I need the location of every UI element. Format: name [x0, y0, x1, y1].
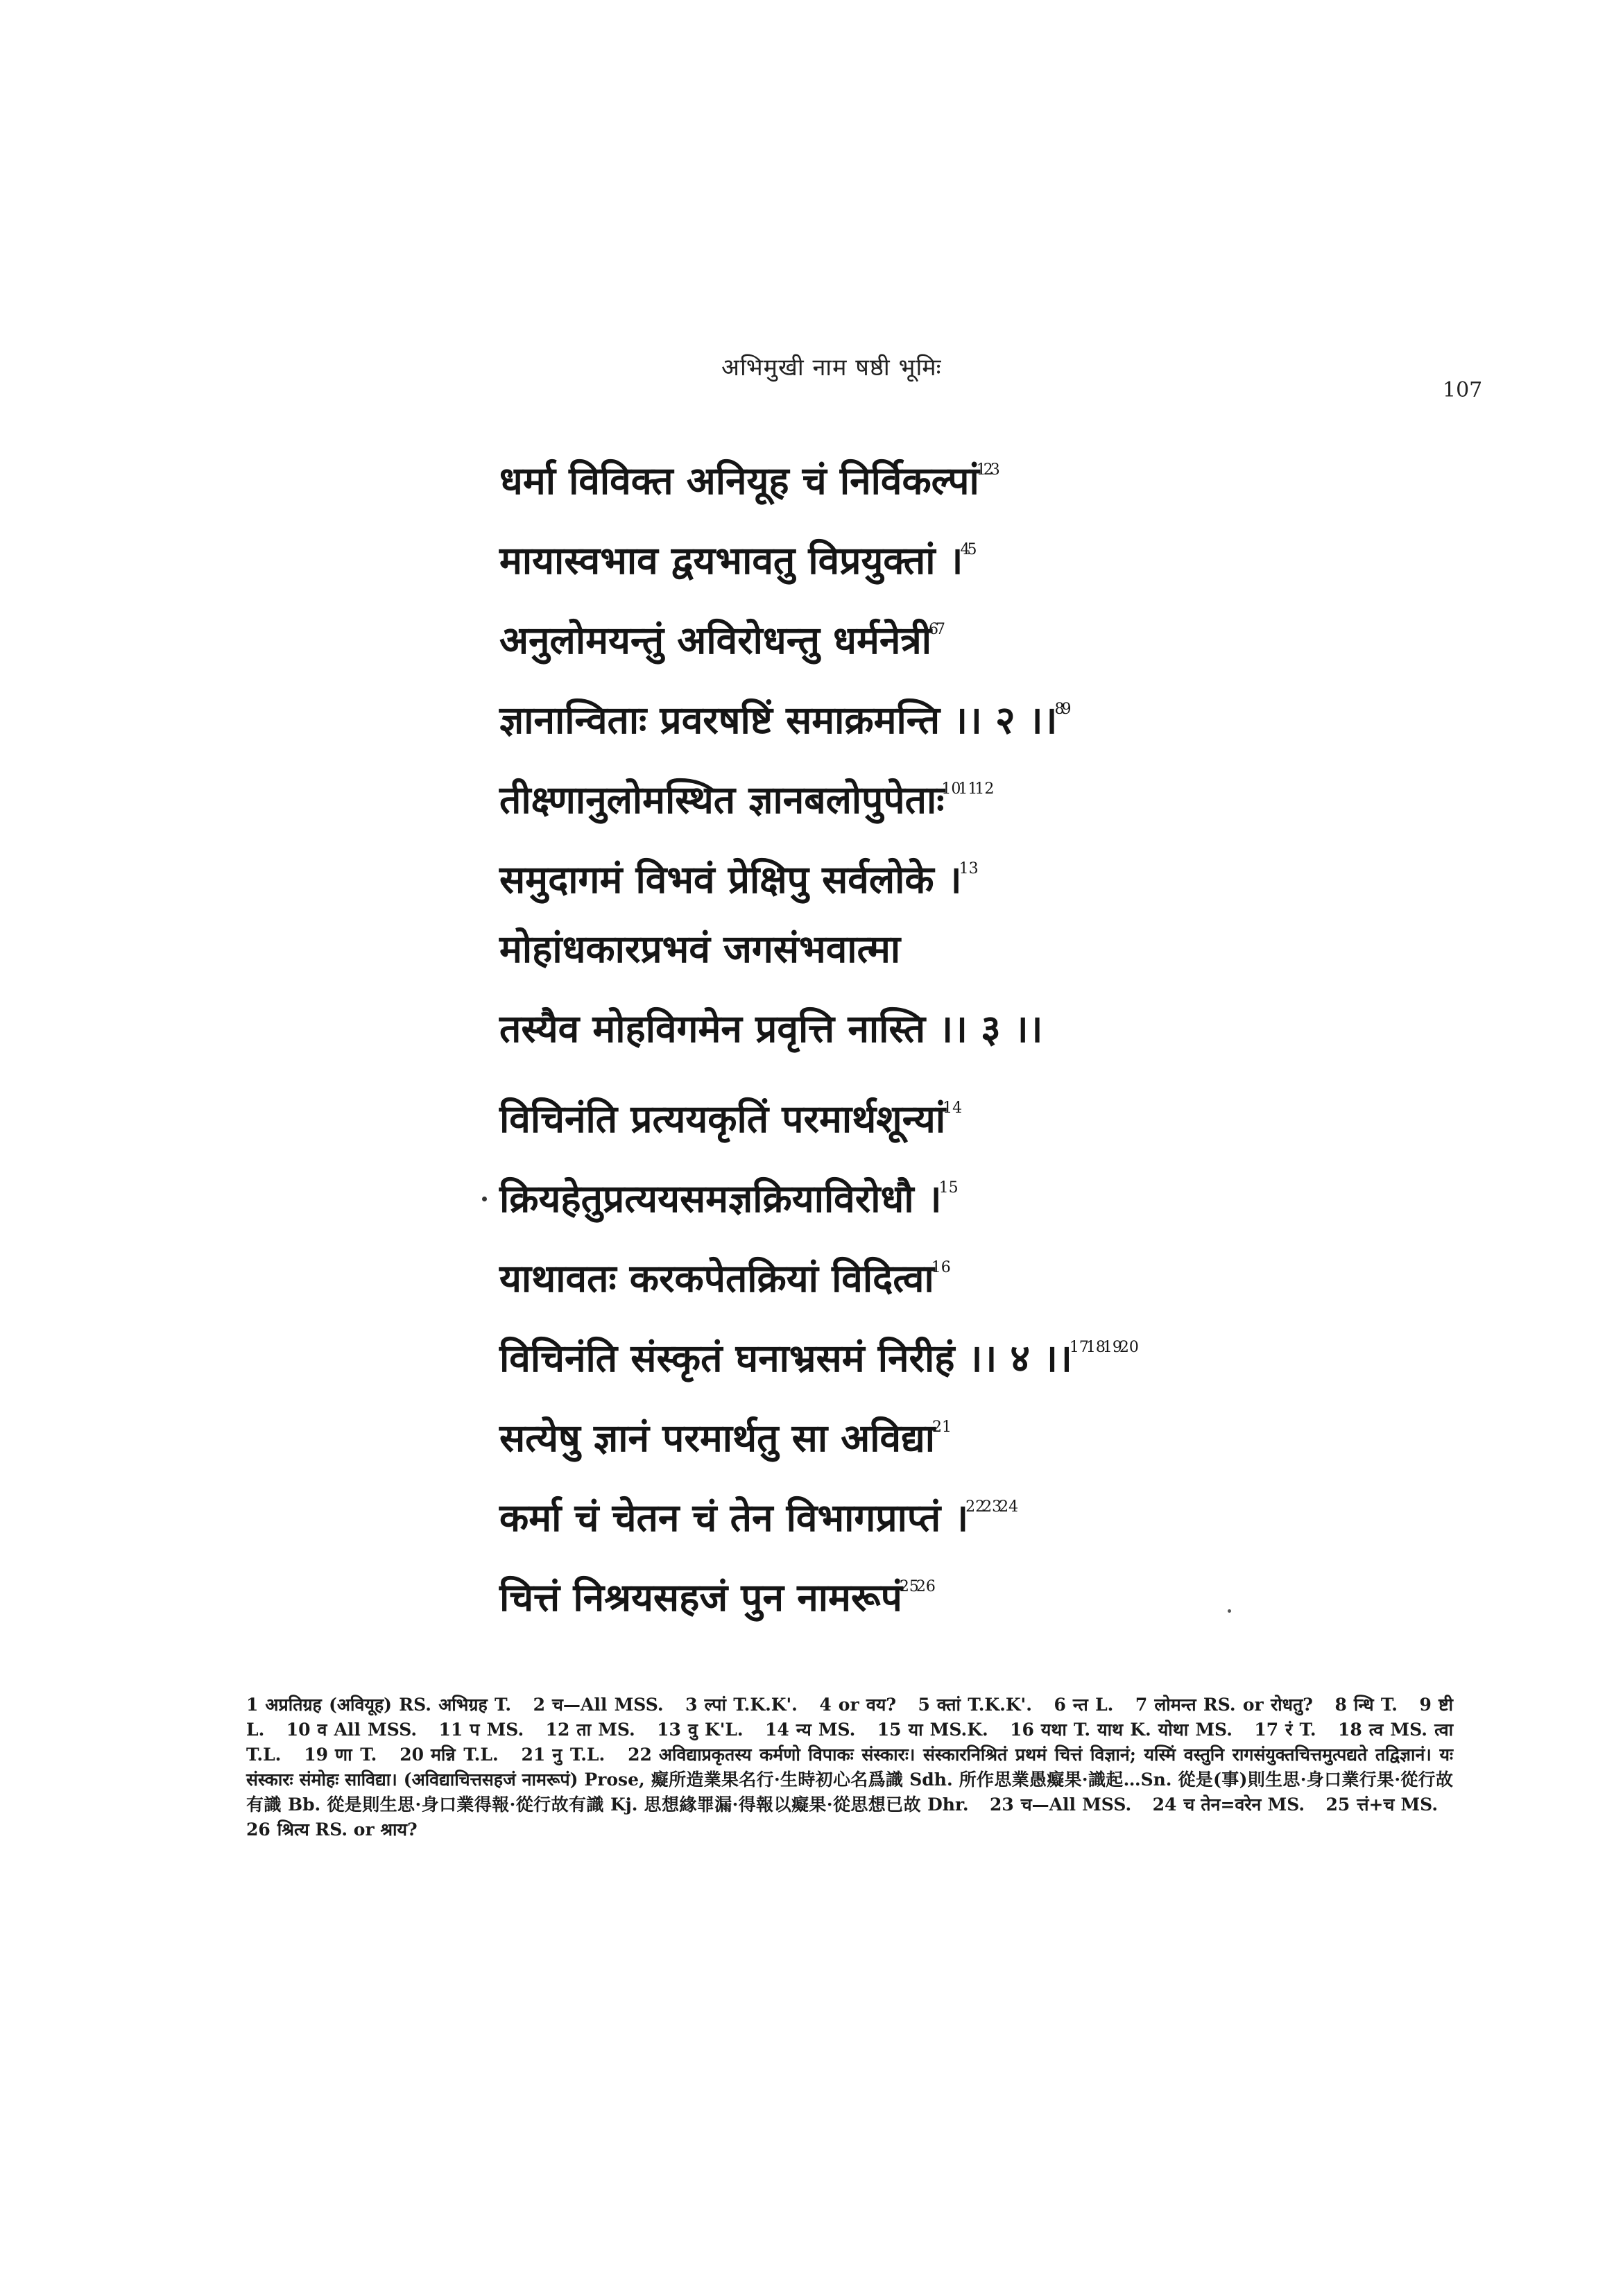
verse-line — [499, 1068, 1401, 1148]
footnote-text: च—All MSS. — [552, 1695, 664, 1715]
footnote — [246, 1819, 418, 1840]
verse-text: क्रियहेतुप्रत्ययसमज्ञक्रियाविरोधौ । — [499, 1176, 942, 1221]
footnote-number: 12 — [545, 1720, 570, 1740]
footnote-number: 22 — [628, 1745, 652, 1765]
footnote-text: प MS. — [470, 1720, 524, 1740]
footnote — [1010, 1720, 1233, 1740]
footnote-text: त्तं+च MS. — [1357, 1794, 1439, 1815]
footnote-ref: 8 — [1054, 701, 1065, 718]
footnote-text: यथा T. याथ K. योथा MS. — [1040, 1720, 1233, 1740]
footnote-text: णा T. — [335, 1745, 377, 1765]
footnote — [522, 1745, 606, 1765]
footnote — [990, 1794, 1131, 1815]
footnote-number: 5 — [918, 1695, 930, 1715]
footnote-ref: 23 — [982, 1498, 1002, 1516]
footnote — [685, 1695, 798, 1715]
footnote-number: 19 — [304, 1745, 329, 1765]
verse-line — [499, 510, 1401, 590]
footnote-text: ल्पां T.K.K'. — [704, 1695, 798, 1715]
verse-text: याथावतः करकपेतक्रियां विदित्वा — [499, 1256, 934, 1301]
footnote-ref: 22 — [965, 1498, 986, 1516]
footnote-text: न्य MS. — [796, 1720, 856, 1740]
verse-line — [499, 1467, 1401, 1547]
footnote — [546, 1720, 635, 1740]
footnote-number: 24 — [1152, 1794, 1177, 1815]
footnote-text: रं T. — [1285, 1720, 1316, 1740]
verse-line — [499, 829, 1401, 909]
footnote-ref: 21 — [931, 1419, 952, 1436]
verse-line — [499, 1148, 1401, 1228]
footnote — [1334, 1695, 1398, 1715]
footnote-number: 13 — [657, 1720, 681, 1740]
footnote-ref: 3 — [990, 461, 1000, 479]
footnote-number: 15 — [877, 1720, 902, 1740]
footnote-ref: 14 — [943, 1099, 963, 1117]
footnote-number: 10 — [286, 1720, 311, 1740]
footnote-number: 20 — [400, 1745, 424, 1765]
footnote — [1054, 1695, 1113, 1715]
footnote-text: ता MS. — [576, 1720, 635, 1740]
footnote-number: 4 — [819, 1695, 832, 1715]
verse-line — [499, 1547, 1401, 1627]
footnote — [1254, 1720, 1316, 1740]
footnote-text: नु T.L. — [552, 1745, 606, 1765]
verse-text: ज्ञानान्विताः प्रवरषष्टिं समाक्रमन्ति ।। २ ।। — [499, 697, 1058, 742]
footnote-ref: 10 — [941, 780, 961, 798]
verse-line — [499, 988, 1401, 1068]
footnote-number: 2 — [533, 1695, 546, 1715]
footnote-text: अविद्याप्रकृतस्य कर्मणो विपाकः संस्कारः। संस्कारनिश्रितं प्रथमं चित्तं विज्ञानं; यस्मिं वस्तुनि रागसंयुक्तचित्तमुत्पद्यते तद्विज्ञानं। यः संस्कारः संमोहः साविद्या। (अविद्याचित्तसहजं नामरूपं) Prose, 癡所造業果名行·生時初心名爲識 Sdh. 所作思業愚癡果·識起…Sn. 從是(事)則生思·身口業行果·從行故有識 Bb. 從是則生思·身口業得報·從行故有識 Kj. 思想緣罪漏·得報以癡果·從思想已故 Dhr. — [246, 1745, 1454, 1815]
footnote-ref: 26 — [916, 1578, 936, 1595]
footnote-number: 8 — [1334, 1695, 1347, 1715]
footnote — [246, 1695, 511, 1715]
footnote-ref: 12 — [974, 780, 995, 798]
footnote-number: 21 — [521, 1745, 546, 1765]
footnote-text: or वय? — [838, 1695, 896, 1715]
footnote — [918, 1695, 1032, 1715]
verse-text: तीक्ष्णानुलोमस्थित ज्ञानबलोपुपेताः — [499, 777, 945, 822]
footnote-ref: 11 — [958, 780, 978, 798]
footnote — [877, 1720, 988, 1740]
verse-text: विचिनंति प्रत्ययकृतिं परमार्थशून्यां — [499, 1096, 946, 1141]
footnote-number: 3 — [685, 1695, 698, 1715]
footnote-ref: 20 — [1119, 1339, 1139, 1356]
footnote-text: क्तां T.K.K'. — [936, 1695, 1032, 1715]
verse-block — [499, 430, 1401, 1627]
verse-line — [499, 1387, 1401, 1467]
footnote — [1135, 1695, 1313, 1715]
footnote — [1325, 1794, 1438, 1815]
footnote-ref: 7 — [936, 621, 946, 638]
verse-line — [499, 1308, 1401, 1387]
footnote-ref: 4 — [960, 541, 970, 558]
footnote-text: न्त L. — [1072, 1695, 1114, 1715]
verse-text: विचिनंति संस्कृतं घनाभ्रसमं निरीहं ।। ४ ।। — [499, 1335, 1072, 1380]
footnote-number: 6 — [1054, 1695, 1066, 1715]
verse-line — [499, 590, 1401, 669]
footnote-number: 18 — [1337, 1720, 1362, 1740]
footnote-text: त्व MS. त्वा T.L. — [246, 1720, 1454, 1765]
footnote-number: 1 — [246, 1695, 259, 1715]
page-number: 107 — [1443, 378, 1483, 402]
footnote-ref: 18 — [1085, 1339, 1106, 1356]
footnote-ref: 5 — [967, 541, 977, 558]
footnote-ref: 16 — [931, 1259, 951, 1276]
footnote-text: च तेन=वरेन MS. — [1183, 1794, 1305, 1815]
footnote-ref: 1 — [976, 461, 986, 479]
footnote-text: च—All MSS. — [1020, 1794, 1132, 1815]
footnote-ref: 2 — [983, 461, 993, 479]
verse-text: चित्तं निश्रयसहजं पुन नामरूपं — [499, 1575, 902, 1620]
footnote-ref: 17 — [1069, 1339, 1089, 1356]
footnote-ref: 15 — [938, 1179, 959, 1197]
verse-text: समुदागमं विभवं प्रेक्षिपु सर्वलोके । — [499, 857, 962, 902]
verse-line — [499, 909, 1401, 988]
footnote-text: व All MSS. — [317, 1720, 418, 1740]
footnote-text: या MS.K. — [908, 1720, 988, 1740]
footnote — [438, 1720, 524, 1740]
footnote-number: 11 — [438, 1720, 463, 1740]
footnote — [304, 1745, 377, 1765]
verse-text: तस्यैव मोहविगमेन प्रवृत्ति नास्ति ।। ३ ।। — [499, 1006, 1043, 1051]
verse-text: अनुलोमयन्तुं अविरोधन्तु धर्मनेत्री — [499, 617, 932, 662]
footnote-ref: 24 — [999, 1498, 1019, 1516]
verse-line — [499, 430, 1401, 510]
footnote-number: 25 — [1325, 1794, 1350, 1815]
footnote — [286, 1720, 417, 1740]
verse-text: सत्येषु ज्ञानं परमार्थतु सा अविद्या — [499, 1415, 935, 1460]
footnote — [819, 1695, 896, 1715]
verse-text: मोहांधकारप्रभवं जगसंभवात्मा — [499, 926, 901, 971]
verse-text: मायास्वभाव द्वयभावतु विप्रयुक्तां । — [499, 538, 963, 583]
footnote-text: ष्टी L. — [246, 1695, 1454, 1740]
footnote-number: 14 — [765, 1720, 789, 1740]
footnote — [400, 1745, 498, 1765]
footnote-text: मन्नि T.L. — [430, 1745, 499, 1765]
verse-text: कर्मा चं चेतन चं तेन विभागप्राप्तं । — [499, 1495, 969, 1540]
footnotes — [246, 1693, 1453, 1842]
running-head: अभिमुखी नाम षष्ठी भूमिः — [721, 354, 942, 382]
footnote — [657, 1720, 744, 1740]
footnote-number: 16 — [1010, 1720, 1034, 1740]
footnote-text: अप्रतिग्रह (अवियूह) RS. अभिग्रह T. — [265, 1695, 512, 1715]
footnote-ref: 19 — [1102, 1339, 1122, 1356]
footnote — [765, 1720, 855, 1740]
stray-mark — [482, 1197, 487, 1201]
footnote-text: न्धि T. — [1353, 1695, 1398, 1715]
footnote-number: 7 — [1135, 1695, 1148, 1715]
footnote-ref: 6 — [929, 621, 939, 638]
verse-line — [499, 749, 1401, 829]
footnote — [1153, 1794, 1305, 1815]
verse-text: धर्मा विविक्त अनियूह चं निर्विकल्पां — [499, 458, 979, 503]
footnote-ref: 9 — [1061, 701, 1072, 718]
footnote-text: लोमन्त RS. or रोधतु? — [1154, 1695, 1313, 1715]
footnote-number: 23 — [989, 1794, 1014, 1815]
footnote-text: वु K'L. — [687, 1720, 744, 1740]
footnote-number: 26 — [246, 1819, 270, 1840]
footnote-text: श्रित्य RS. or श्राय? — [277, 1819, 418, 1840]
verse-line — [499, 1228, 1401, 1308]
footnote-ref: 13 — [959, 860, 979, 877]
footnote-number: 9 — [1419, 1695, 1432, 1715]
footnote — [533, 1695, 664, 1715]
footnote-number: 17 — [1254, 1720, 1279, 1740]
footnote-ref: 25 — [899, 1578, 919, 1595]
stray-mark — [1228, 1609, 1231, 1613]
verse-line — [499, 669, 1401, 749]
